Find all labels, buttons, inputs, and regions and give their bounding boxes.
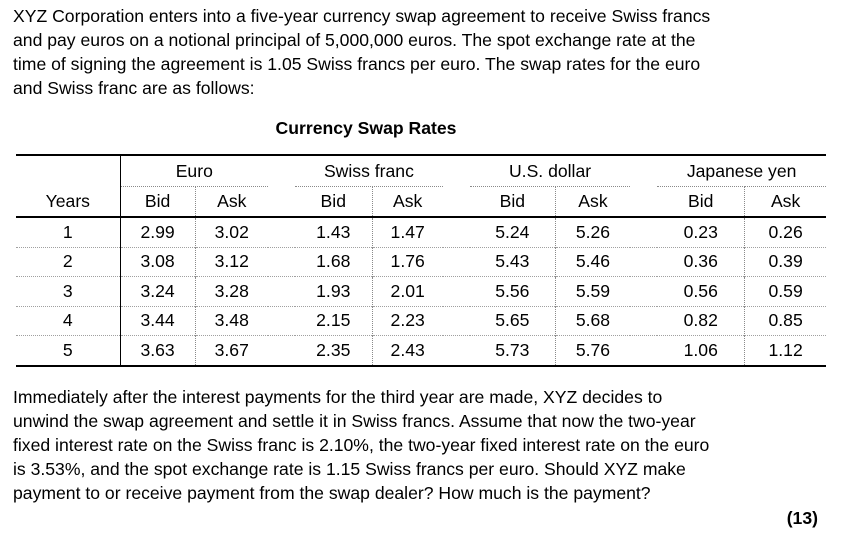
euro-bid-cell: 3.24 [120,277,195,307]
column-gap [268,155,295,187]
usd-ask-cell: 5.26 [575,221,611,242]
usd-ask-cell: 5.68 [555,306,630,336]
euro-ask-cell: 3.28 [195,277,268,307]
euro-ask-cell: 3.48 [195,306,268,336]
jpy-ask-cell: 1.12 [745,336,826,366]
question-line: payment to or receive payment from the swap dealer? How much is the payment? [13,483,651,503]
jpy-ask-cell: 0.59 [745,277,826,307]
column-gap [630,187,657,218]
column-gap [443,277,470,307]
chf-bid-cell: 2.15 [295,306,372,336]
column-gap [268,306,295,336]
chf-ask-cell: 2.23 [372,306,443,336]
year-cell: 5 [16,336,120,366]
bid-ask-header-row [16,187,826,218]
ask-header: Ask [770,191,801,211]
intro-paragraph [13,4,828,100]
jpy-bid-cell: 0.36 [657,247,744,277]
column-gap [443,187,470,218]
currency-header-row [16,155,826,187]
question-line: unwind the swap agreement and settle it in Swiss francs. Assume that now the two-year [13,411,696,431]
bid-header: Bid [657,187,744,218]
column-gap [268,247,295,277]
currency-header-japanese-yen: Japanese yen [657,155,826,187]
chf-ask-cell: 1.76 [372,247,443,277]
year-cell: 3 [16,277,120,307]
usd-bid-cell: 5.73 [470,336,555,366]
euro-ask-cell: 3.02 [214,221,249,242]
year-cell: 1 [16,217,120,247]
bid-header: Bid [470,187,555,218]
question-line: is 3.53%, and the spot exchange rate is 1.15 Swiss francs per euro. Should XYZ make [13,459,686,479]
intro-line: time of signing the agreement is 1.05 Swiss francs per euro. The swap rates for the euro [13,54,701,74]
chf-ask-cell: 2.01 [372,277,443,307]
question-line: Immediately after the interest payments for the third year are made, XYZ decides to [13,387,663,407]
bid-header: Bid [295,187,372,218]
column-gap [630,247,657,277]
column-gap [443,247,470,277]
jpy-ask-cell: 0.26 [768,221,803,242]
jpy-bid-cell: 0.23 [657,217,744,247]
euro-bid-cell: 3.44 [120,306,195,336]
question-line: fixed interest rate on the Swiss franc is 2.10%, the two-year fixed interest rate on the euro [13,435,710,455]
question-paragraph [13,385,828,505]
column-gap [268,336,295,366]
usd-bid-cell: 5.24 [470,217,555,247]
jpy-bid-cell: 0.56 [657,277,744,307]
column-gap [630,306,657,336]
ask-header: Ask [393,191,423,211]
chf-bid-cell: 1.93 [295,277,372,307]
chf-bid-cell: 2.35 [295,336,372,366]
column-gap [268,217,295,247]
chf-bid-cell: 1.43 [295,217,372,247]
column-gap [443,217,470,247]
euro-ask-cell: 3.67 [195,336,268,366]
column-gap [268,277,295,307]
usd-bid-cell: 5.56 [470,277,555,307]
euro-bid-cell: 3.08 [120,247,195,277]
ask-header: Ask [217,191,247,211]
usd-bid-cell: 5.65 [470,306,555,336]
table-title: Currency Swap Rates [275,118,457,138]
usd-ask-cell: 5.59 [555,277,630,307]
intro-line: XYZ Corporation enters into a five-year currency swap agreement to receive Swiss francs [13,6,711,26]
marks-label: (13) [786,508,818,528]
years-header-spacer [16,155,120,187]
years-header: Years [16,187,120,218]
table-row [16,306,826,336]
usd-ask-cell: 5.76 [555,336,630,366]
jpy-ask-cell: 0.39 [745,247,826,277]
intro-line: and Swiss franc are as follows: [13,78,255,98]
table-row [16,217,826,247]
bid-header: Bid [120,187,195,218]
jpy-ask-cell: 0.85 [745,306,826,336]
currency-header-swiss-franc: Swiss franc [295,155,443,187]
usd-ask-cell: 5.46 [555,247,630,277]
table-row [16,336,826,366]
usd-bid-cell: 5.43 [470,247,555,277]
chf-bid-cell: 1.68 [295,247,372,277]
euro-ask-cell: 3.12 [195,247,268,277]
euro-bid-cell: 2.99 [120,217,195,247]
year-cell: 2 [16,247,120,277]
column-gap [443,306,470,336]
column-gap [443,336,470,366]
year-cell: 4 [16,306,120,336]
ask-header: Ask [578,191,608,211]
column-gap [268,187,295,218]
currency-header-euro: Euro [120,155,268,187]
column-gap [630,336,657,366]
chf-ask-cell: 1.47 [390,221,425,242]
column-gap [630,155,657,187]
intro-line: and pay euros on a notional principal of 5,000,000 euros. The spot exchange rate at the [13,30,696,50]
column-gap [443,155,470,187]
column-gap [630,277,657,307]
column-gap [630,217,657,247]
chf-ask-cell: 2.43 [372,336,443,366]
currency-header-us-dollar: U.S. dollar [470,155,630,187]
table-row [16,247,826,277]
euro-bid-cell: 3.63 [120,336,195,366]
jpy-bid-cell: 1.06 [657,336,744,366]
table-row [16,277,826,307]
jpy-bid-cell: 0.82 [657,306,744,336]
currency-swap-rates-table [16,154,826,367]
